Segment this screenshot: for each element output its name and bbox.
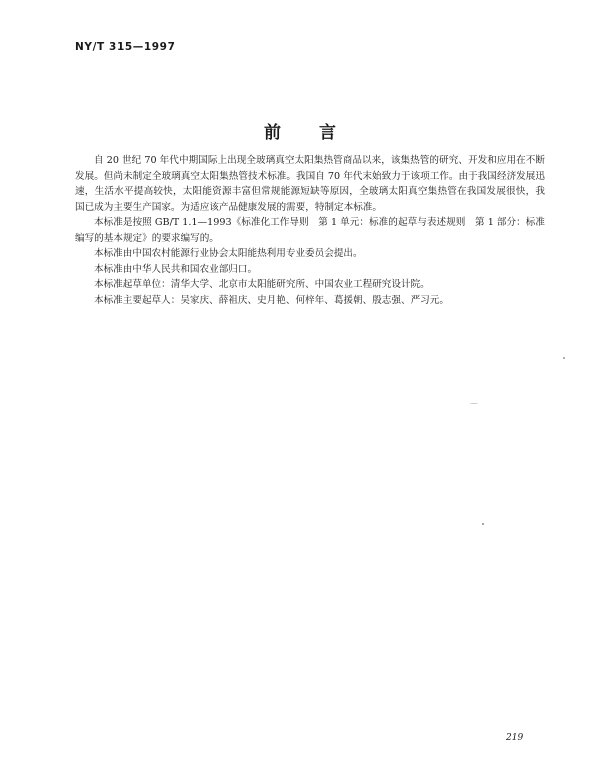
paragraph-proposer: 本标准由中国农村能源行业协会太阳能热利用专业委员会提出。: [94, 248, 363, 259]
page-title: 前言: [264, 123, 374, 143]
paragraph-background: 自 20 世纪 70 年代中期国际上出现全玻璃真空太阳集热管商品以来，该集热管的研究、开发和应用在不断发展。但尚未制定全玻璃真空太阳集热管技术标准。我国自 70 年代末始致力于该项工作。由于我国经济发展迅速，生活水平提高较快，太阳能资源丰富但常规能源短缺等原因，全玻璃太阳真空集热管在我国发展很快，我国已成为主要生产国家。为适应该产品健康发展的需要，特制定本标准。: [75, 155, 545, 213]
paragraph-drafters: 本标准主要起草人：吴家庆、薛祖庆、史月艳、何梓年、葛援朝、殷志强、严习元。: [94, 294, 449, 306]
paragraph-drafting-basis: 本标准是按照 GB/T 1.1—1993《标准化工作导则 第 1 单元：标准的起草与表述规则 第 1 部分：标准编写的基本规定》的要求编写的。: [75, 217, 545, 244]
foreword-body: [75, 153, 545, 308]
paragraph-drafting-units: 本标准起草单位：清华大学、北京市太阳能研究所、中国农业工程研究设计院。: [94, 279, 430, 290]
scan-speck: [563, 357, 565, 359]
scan-speck: [470, 403, 478, 404]
page-number: 219: [506, 733, 524, 743]
paragraph-administrator: 本标准由中华人民共和国农业部归口。: [94, 263, 258, 275]
scan-speck: [482, 523, 484, 525]
standard-code: NY/T 315—1997: [75, 41, 176, 53]
